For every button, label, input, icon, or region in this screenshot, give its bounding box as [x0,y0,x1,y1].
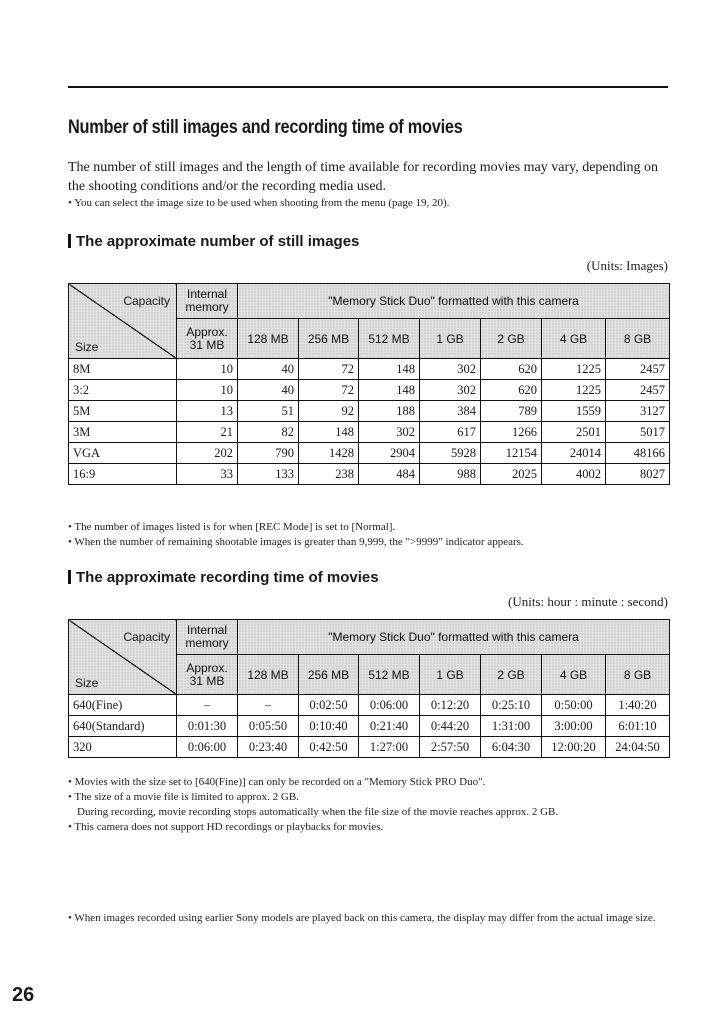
col-header: 2 GB [481,655,542,695]
page-title: Number of still images and recording time of movies [68,117,463,138]
table-cell: 0:01:30 [177,716,238,737]
table-cell: 0:42:50 [299,737,359,758]
col-header: 2 GB [481,319,542,359]
table-cell: 5928 [420,443,481,464]
row-size-label: 3M [69,422,177,443]
table-cell: 10 [177,380,238,401]
col-header: 256 MB [299,655,359,695]
table-cell: 0:06:00 [177,737,238,758]
col-header: 512 MB [359,655,420,695]
table-cell: 0:21:40 [359,716,420,737]
col-header: 4 GB [542,655,606,695]
table-row [69,380,670,401]
table-cell: 0:23:40 [238,737,299,758]
table-cell: 40 [238,380,299,401]
table-cell: 1559 [542,401,606,422]
final-note: • When images recorded using earlier Sony models are played back on this camera, the display may differ from the actual image size. [68,912,656,924]
movie-units: (Units: hour : minute : second) [508,594,668,609]
memory-stick-header: "Memory Stick Duo" formatted with this camera [238,284,670,319]
table-cell: 13 [177,401,238,422]
table-cell: 10 [177,359,238,380]
note: • The size of a movie file is limited to approx. 2 GB. [68,791,299,803]
size-label: Size [75,676,99,690]
col-header: 8 GB [606,319,670,359]
still-units: (Units: Images) [586,258,668,273]
table-cell: 1:31:00 [481,716,542,737]
approx-header: Approx. 31 MB [177,655,238,695]
table-cell: 72 [299,359,359,380]
note: • The number of images listed is for when [REC Mode] is set to [Normal]. [68,521,396,533]
table-cell: 40 [238,359,299,380]
corner-cell [69,284,177,359]
table-cell: 484 [359,464,420,485]
table-cell: 5017 [606,422,670,443]
header-rule [68,86,668,88]
table-cell: 51 [238,401,299,422]
table-cell: 0:44:20 [420,716,481,737]
table-cell: 617 [420,422,481,443]
col-header: 128 MB [238,655,299,695]
table-cell: 0:50:00 [542,695,606,716]
table-cell: 188 [359,401,420,422]
table-cell: 302 [420,380,481,401]
table-row [69,359,670,380]
table-cell: 1225 [542,380,606,401]
table-row [69,695,670,716]
col-header: 1 GB [420,655,481,695]
intro-paragraph: The number of still images and the length of time available for recording movies may vary, depending on the shooting conditions and/or the recording media used. [68,160,659,194]
table-cell: 1428 [299,443,359,464]
table-cell: 2025 [481,464,542,485]
table-cell: 8027 [606,464,670,485]
table-cell: 148 [299,422,359,443]
table-row [69,401,670,422]
table-cell: 12154 [481,443,542,464]
table-cell: 1266 [481,422,542,443]
row-size-label: 640(Fine) [69,695,177,716]
table-cell: 1:27:00 [359,737,420,758]
table-row [69,737,670,758]
capacity-label: Capacity [123,630,170,644]
table-cell: 6:01:10 [606,716,670,737]
table-cell: 302 [420,359,481,380]
col-header: 512 MB [359,319,420,359]
table-cell: 33 [177,464,238,485]
table-cell: 620 [481,359,542,380]
table-cell: 72 [299,380,359,401]
table-cell: 12:00:20 [542,737,606,758]
internal-memory-header: Internal memory [177,620,238,655]
internal-memory-header: Internal memory [177,284,238,319]
table-cell: 24014 [542,443,606,464]
col-header: 256 MB [299,319,359,359]
table-cell: 790 [238,443,299,464]
table-cell: 0:12:20 [420,695,481,716]
movie-table-body [69,695,670,758]
table-cell: 2457 [606,380,670,401]
table-cell: 4002 [542,464,606,485]
row-size-label: 8M [69,359,177,380]
note: • Movies with the size set to [640(Fine)] can only be recorded on a "Memory Stick PRO Duo". [68,776,486,788]
col-header: 128 MB [238,319,299,359]
capacity-label: Capacity [123,294,170,308]
intro-note: • You can select the image size to be used when shooting from the menu (page 19, 20). [68,197,450,209]
approx-header: Approx. 31 MB [177,319,238,359]
table-cell: 2457 [606,359,670,380]
row-size-label: 320 [69,737,177,758]
still-images-table [68,283,670,485]
table-cell: 202 [177,443,238,464]
row-size-label: 16:9 [69,464,177,485]
still-notes [68,520,668,550]
table-cell: 789 [481,401,542,422]
table-cell: 302 [359,422,420,443]
table-cell: 988 [420,464,481,485]
corner-cell [69,620,177,695]
note: • When the number of remaining shootable images is greater than 9,999, the ">9999" indicator appears. [68,536,524,548]
header-row-1 [69,620,670,655]
memory-stick-header: "Memory Stick Duo" formatted with this camera [238,620,670,655]
still-images-heading-text: The approximate number of still images [76,233,360,250]
table-cell: 238 [299,464,359,485]
table-row [69,443,670,464]
size-label: Size [75,340,99,354]
table-cell: 6:04:30 [481,737,542,758]
heading-bar-icon [68,234,71,248]
table-cell: 82 [238,422,299,443]
table-cell: 0:10:40 [299,716,359,737]
row-size-label: 5M [69,401,177,422]
heading-bar-icon [68,570,71,584]
table-cell: 0:25:10 [481,695,542,716]
table-cell: 0:05:50 [238,716,299,737]
table-cell: 148 [359,359,420,380]
table-cell: 2:57:50 [420,737,481,758]
table-cell: 21 [177,422,238,443]
col-header: 8 GB [606,655,670,695]
table-cell: 92 [299,401,359,422]
table-cell: 3:00:00 [542,716,606,737]
table-cell: 2501 [542,422,606,443]
still-table-body [69,359,670,485]
movie-heading [68,569,668,586]
still-images-heading [68,233,668,250]
col-header: 4 GB [542,319,606,359]
table-row [69,716,670,737]
note-continued: During recording, movie recording stops automatically when the file size of the movie reaches approx. 2 GB. [77,806,559,818]
table-cell: 620 [481,380,542,401]
row-size-label: VGA [69,443,177,464]
col-header: 1 GB [420,319,481,359]
intro-block [68,158,668,211]
table-cell: 1225 [542,359,606,380]
table-row [69,464,670,485]
table-cell: 2904 [359,443,420,464]
table-cell: 384 [420,401,481,422]
movie-heading-text: The approximate recording time of movies [76,569,379,586]
movie-time-table [68,619,670,758]
table-cell: 0:06:00 [359,695,420,716]
table-cell: 148 [359,380,420,401]
table-cell: 3127 [606,401,670,422]
table-row [69,422,670,443]
movie-notes [68,775,668,835]
header-row-1 [69,284,670,319]
table-cell: – [177,695,238,716]
table-cell: 133 [238,464,299,485]
table-cell: 48166 [606,443,670,464]
row-size-label: 3:2 [69,380,177,401]
note: • This camera does not support HD recordings or playbacks for movies. [68,821,384,833]
table-cell: 24:04:50 [606,737,670,758]
page-number: 26 [12,984,35,1006]
table-cell: 0:02:50 [299,695,359,716]
table-cell: 1:40:20 [606,695,670,716]
row-size-label: 640(Standard) [69,716,177,737]
table-cell: – [238,695,299,716]
